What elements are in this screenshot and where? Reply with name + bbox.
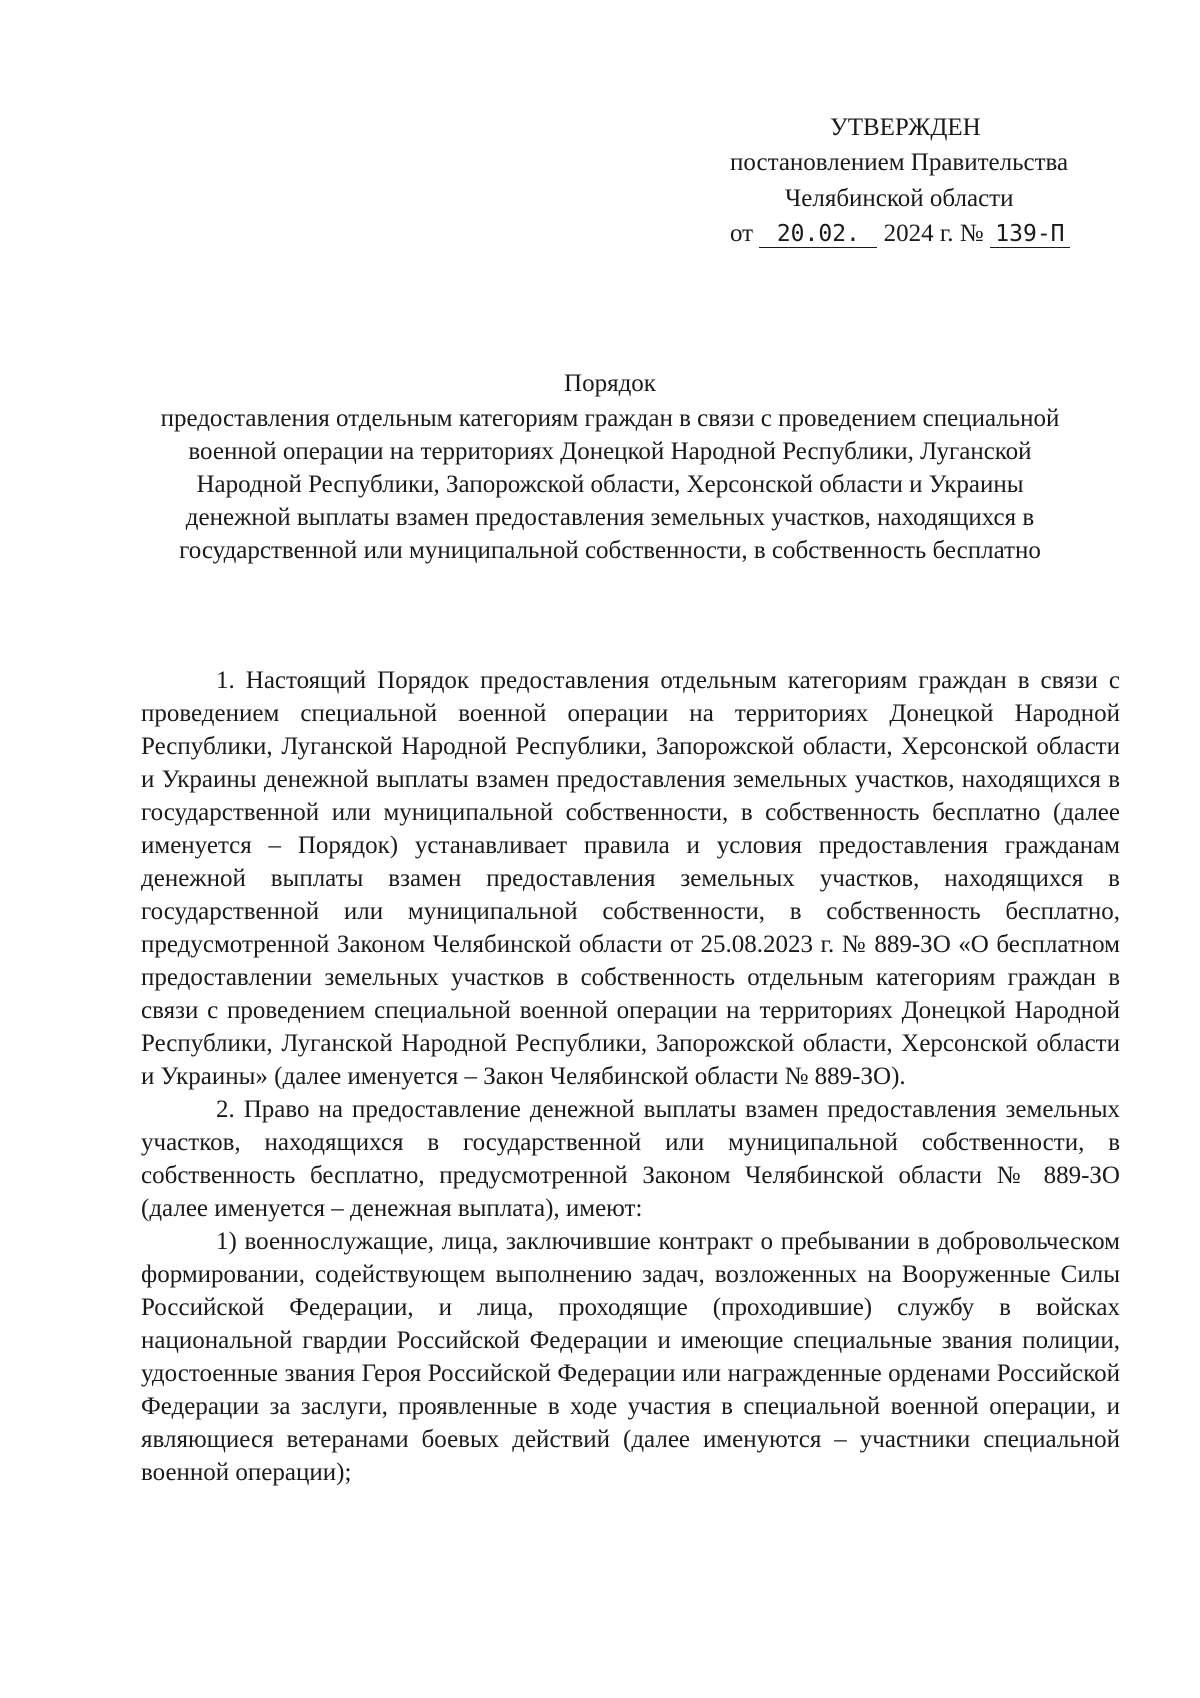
document-subtitle: предоставления отдельным категориям граждан в связи с проведением специальной военной операции на территориях Донецкой Народной Республики, Луганской Народной Республики, Запорожской области, Херсонской области и Украины денежной выплаты взамен предоставления земельных участков, находящихся в государственной или муниципальной собственности, в собственность бесплатно bbox=[160, 405, 1060, 564]
paragraph-2: 2. Право на предоставление денежной выплаты взамен предоставления земельных участков, находящихся в государственной или муниципальной собственности, в собственность бесплатно, предусмотренной Законом Челябинской области № 889-ЗО (далее именуется – денежная выплата), имеют: bbox=[141, 1096, 1120, 1222]
paragraph-2-item-1: 1) военнослужащие, лица, заключившие контракт о пребывании в добровольческом формировании, содействующем выполнению задач, возложенных на Вооруженные Силы Российской Федерации, и лица, проходящие (проходившие) службу в войсках национальной гвардии Российской Федерации и имеющие специальные звания полиции, удостоенные звания Героя Российской Федерации или награжденные орденами Российской Федерации за заслуги, проявленные в ходе участия в специальной военной операции, и являющиеся ветеранами боевых действий (далее именуются – участники специальной военной операции); bbox=[141, 1228, 1120, 1486]
document-title: Порядок bbox=[564, 370, 656, 397]
approval-from-label: от bbox=[730, 220, 754, 247]
approval-region: Челябинской области bbox=[785, 185, 1014, 212]
document-body bbox=[141, 664, 1120, 1489]
approval-date: 20.02. bbox=[759, 221, 877, 248]
approval-year-label: 2024 г. № bbox=[883, 220, 984, 247]
approval-issuer: постановлением Правительства bbox=[730, 149, 1069, 176]
approval-title: УТВЕРЖДЕН bbox=[830, 114, 981, 141]
document-heading bbox=[150, 367, 1070, 567]
approval-date-line bbox=[730, 218, 1070, 250]
paragraph-1: 1. Настоящий Порядок предоставления отдельным категориям граждан в связи с проведением специальной военной операции на территориях Донецкой Народной Республики, Луганской Народной Республики, Запорожской области, Херсонской области и Украины денежной выплаты взамен предоставления земельных участков, находящихся в государственной или муниципальной собственности, в собственность бесплатно (далее именуется – Порядок) устанавливает правила и условия предоставления гражданам денежной выплаты взамен предоставления земельных участков, находящихся в государственной или муниципальной собственности, в собственность бесплатно, предусмотренной Законом Челябинской области от 25.08.2023 г. № 889-ЗО «О бесплатном предоставлении земельных участков в собственность отдельным категориям граждан в связи с проведением специальной военной операции на территориях Донецкой Народной Республики, Луганской Народной Республики, Запорожской области, Херсонской области и Украины» (далее именуется – Закон Челябинской области № 889-ЗО). bbox=[141, 667, 1120, 1090]
approval-number: 139-П bbox=[990, 221, 1070, 248]
